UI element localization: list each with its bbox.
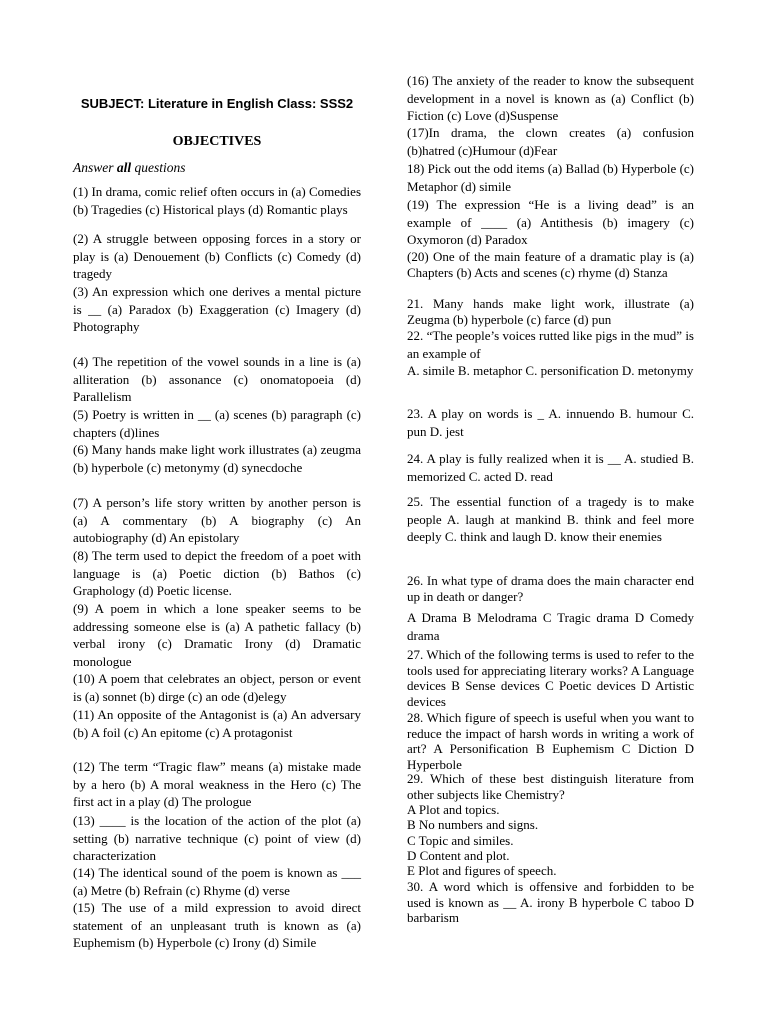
question-29-option-c: C Topic and similes. xyxy=(407,833,514,848)
question-29-option-d: D Content and plot. xyxy=(407,848,510,863)
subject-header: SUBJECT: Literature in English Class: SSS2 xyxy=(80,96,354,111)
instruction-post: questions xyxy=(131,160,186,175)
instruction-pre: Answer xyxy=(73,160,117,175)
question-29: 29. Which of these best distinguish literature from other subjects like Chemistry? xyxy=(407,771,694,802)
question-3: (3) An expression which one derives a mental picture is __ (a) Paradox (b) Exaggeration (c) Imagery (d) Photography xyxy=(73,284,361,334)
question-22: 22. “The people’s voices rutted like pigs in the mud” is an example of xyxy=(407,328,694,361)
question-27: 27. Which of the following terms is used to refer to the tools used for appreciating literary works? A Language devices B Sense devices C Poetic devices D Artistic devices xyxy=(407,647,694,709)
question-19: (19) The expression “He is a living dead” is an example of ____ (a) Antithesis (b) imagery (c) Oxymoron (d) Paradox xyxy=(407,197,694,247)
question-20: (20) One of the main feature of a dramatic play is (a) Chapters (b) Acts and scenes (c) rhyme (d) Stanza xyxy=(407,249,694,280)
question-10: (10) A poem that celebrates an object, person or event is (a) sonnet (b) dirge (c) an ode (d)elegy xyxy=(73,671,361,704)
question-5: (5) Poetry is written in __ (a) scenes (b) paragraph (c) chapters (d)lines xyxy=(73,407,361,440)
question-17: (17)In drama, the clown creates (a) confusion (b)hatred (c)Humour (d)Fear xyxy=(407,125,694,158)
question-15: (15) The use of a mild expression to avoid direct statement of an unpleasant truth is known as (a) Euphemism (b) Hyperbole (c) Irony (d) Simile xyxy=(73,900,361,950)
question-25: 25. The essential function of a tragedy is to make people A. laugh at mankind B. think and feel more deeply C. think and laugh D. know their enemies xyxy=(407,494,694,544)
question-14: (14) The identical sound of the poem is known as ___ (a) Metre (b) Refrain (c) Rhyme (d) verse xyxy=(73,865,361,898)
question-9: (9) A poem in which a lone speaker seems to be addressing someone else is (a) A pathetic fallacy (b) verbal irony (c) Dramatic Irony (d) Dramatic monologue xyxy=(73,601,361,669)
question-12: (12) The term “Tragic flaw” means (a) mistake made by a hero (b) A moral weakness in the Hero (c) The first act in a play (d) The prologue xyxy=(73,759,361,809)
question-28: 28. Which figure of speech is useful when you want to reduce the impact of harsh words in writing a work of art? A Personification B Euphemism C Diction D Hyperbole xyxy=(407,710,694,772)
question-29-option-b: B No numbers and signs. xyxy=(407,817,539,832)
question-22-options: A. simile B. metaphor C. personification D. metonymy xyxy=(407,363,694,378)
instruction-emphasis: all xyxy=(116,160,132,175)
section-title: OBJECTIVES xyxy=(172,134,262,149)
question-29-option-e: E Plot and figures of speech. xyxy=(407,863,557,878)
question-8: (8) The term used to depict the freedom of a poet with language is (a) Poetic diction (b) Bathos (c) Graphology (d) Poetic license. xyxy=(73,548,361,598)
question-26-options: A Drama B Melodrama C Tragic drama D Comedy drama xyxy=(407,610,694,643)
question-26: 26. In what type of drama does the main character end up in death or danger? xyxy=(407,573,694,604)
question-29-option-a: A Plot and topics. xyxy=(407,802,500,817)
question-18: 18) Pick out the odd items (a) Ballad (b) Hyperbole (c) Metaphor (d) simile xyxy=(407,161,694,194)
question-21: 21. Many hands make light work, illustrate (a) Zeugma (b) hyperbole (c) farce (d) pun xyxy=(407,296,694,327)
question-16: (16) The anxiety of the reader to know the subsequent development in a novel is known as (a) Conflict (b) Fiction (c) Love (d)Suspense xyxy=(407,73,694,123)
question-1: (1) In drama, comic relief often occurs in (a) Comedies (b) Tragedies (c) Historical plays (d) Romantic plays xyxy=(73,184,361,217)
question-23: 23. A play on words is _ A. innuendo B. humour C. pun D. jest xyxy=(407,406,694,439)
question-6: (6) Many hands make light work illustrates (a) zeugma (b) hyperbole (c) metonymy (d) synecdoche xyxy=(73,442,361,475)
question-30: 30. A word which is offensive and forbidden to be used is known as __ A. irony B hyperbole C taboo D barbarism xyxy=(407,879,694,925)
question-4: (4) The repetition of the vowel sounds in a line is (a) alliteration (b) assonance (c) onomatopoeia (d) Parallelism xyxy=(73,354,361,404)
instruction xyxy=(73,160,186,176)
question-2: (2) A struggle between opposing forces in a story or play is (a) Denouement (b) Conflicts (c) Comedy (d) tragedy xyxy=(73,231,361,281)
question-11: (11) An opposite of the Antagonist is (a) An adversary (b) A foil (c) An epitome (c) A protagonist xyxy=(73,707,361,740)
question-7: (7) A person’s life story written by another person is (a) A commentary (b) A biography (c) An autobiography (d) An epistolary xyxy=(73,495,361,545)
question-24: 24. A play is fully realized when it is __ A. studied B. memorized C. acted D. read xyxy=(407,451,694,484)
question-13: (13) ____ is the location of the action of the plot (a) setting (b) narrative technique (c) point of view (d) characterization xyxy=(73,813,361,863)
